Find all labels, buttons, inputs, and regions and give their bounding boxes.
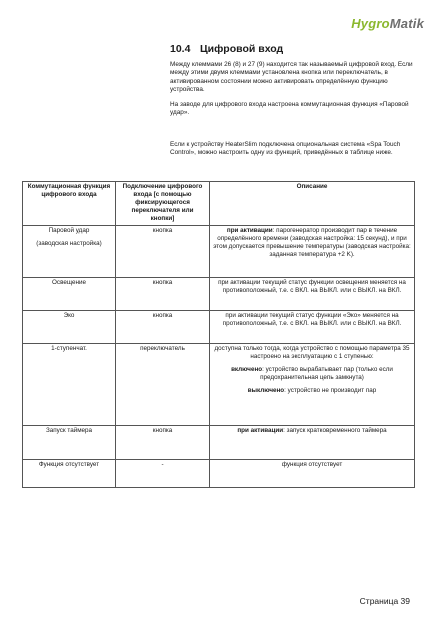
hygromatik-logo bbox=[351, 16, 424, 31]
intro-paragraph: Между клеммами 26 (8) и 27 (9) находится так называемый цифровой вход. Если между этими двумя клеммами установлена кнопка или переключатель, в активированном состоянии можно активировать определённую функцию устройства. bbox=[170, 61, 413, 93]
logo-part-1: Hygro bbox=[351, 16, 390, 31]
table-row bbox=[23, 311, 415, 344]
description-text: : запуск кратковременного таймера bbox=[283, 427, 387, 434]
connection-cell: кнопка bbox=[116, 311, 210, 344]
factory-setting-paragraph: На заводе для цифрового входа настроена коммутационная функция «Паровой удар». bbox=[170, 101, 409, 117]
header-function: Коммутационная функция цифрового входа bbox=[23, 182, 116, 226]
description-bold: при активации bbox=[237, 427, 284, 434]
table-row bbox=[23, 278, 415, 311]
logo-part-2: Matik bbox=[389, 16, 424, 31]
section-number: 10.4 bbox=[170, 43, 191, 55]
function-note: (заводская настройка) bbox=[36, 240, 102, 247]
description-cell: при активации текущий статус функции освещения меняется на противоположный, т.е. с ВКЛ. на ВЫКЛ. или с ВЫКЛ. на ВКЛ. bbox=[210, 278, 415, 311]
description-on bbox=[213, 366, 411, 382]
description-cell bbox=[210, 344, 415, 426]
table-row bbox=[23, 426, 415, 460]
connection-cell: кнопка bbox=[116, 226, 210, 278]
table-row bbox=[23, 226, 415, 278]
function-cell: Функция отсутствует bbox=[23, 460, 116, 488]
description-cell: функция отсутствует bbox=[210, 460, 415, 488]
description-off-bold: выключено bbox=[247, 387, 285, 394]
table-row bbox=[23, 344, 415, 426]
function-cell bbox=[23, 226, 116, 278]
description-off bbox=[213, 387, 411, 395]
connection-cell: переключатель bbox=[116, 344, 210, 426]
header-connection: Подключение цифрового входа [с помощью фиксирующегося переключателя или кнопки] bbox=[116, 182, 210, 226]
spa-touch-paragraph: Если к устройству HeaterSlim подключена опциональная система «Spa Touch Control», можно настроить одну из функций, приведённых в таблице ниже. bbox=[170, 141, 401, 157]
connection-cell: кнопка bbox=[116, 426, 210, 460]
function-cell: Эко bbox=[23, 311, 116, 344]
description-on-bold: включено bbox=[231, 366, 263, 373]
function-cell: 1-ступенчат. bbox=[23, 344, 116, 426]
description-cell bbox=[210, 226, 415, 278]
table-row bbox=[23, 460, 415, 488]
function-cell: Освещение bbox=[23, 278, 116, 311]
table-header-row bbox=[23, 182, 415, 226]
description-text: : парогенератор производит пар в течение определённого времени (заводская настройка: 15 секунд), и при этом допускается превышение температуры (заводская настройка: заданная температура +2 K). bbox=[213, 227, 411, 258]
connection-cell: - bbox=[116, 460, 210, 488]
description-bold: при активации bbox=[226, 227, 273, 234]
function-name: Паровой удар bbox=[48, 227, 90, 234]
connection-cell: кнопка bbox=[116, 278, 210, 311]
description-on-text: : устройство вырабатывает пар (только если предохранительная цепь замкнута) bbox=[260, 366, 393, 381]
description-off-text: : устройство не производит пар bbox=[284, 387, 377, 394]
section-title: Цифровой вход bbox=[200, 43, 284, 55]
description-cell bbox=[210, 426, 415, 460]
description-cell: при активации текущий статус функции «Эко» меняется на противоположный, т.е. с ВКЛ. на ВЫКЛ. или с ВЫКЛ. на ВКЛ. bbox=[210, 311, 415, 344]
function-cell: Запуск таймера bbox=[23, 426, 116, 460]
section-heading bbox=[170, 43, 283, 55]
description-text: доступна только тогда, когда устройство с помощью параметра 35 настроено на эксплуатацию с 1 ступенью: bbox=[214, 345, 410, 360]
page-number: Страница 39 bbox=[359, 596, 410, 606]
header-description: Описание bbox=[210, 182, 415, 226]
digital-input-functions-table bbox=[22, 181, 415, 488]
